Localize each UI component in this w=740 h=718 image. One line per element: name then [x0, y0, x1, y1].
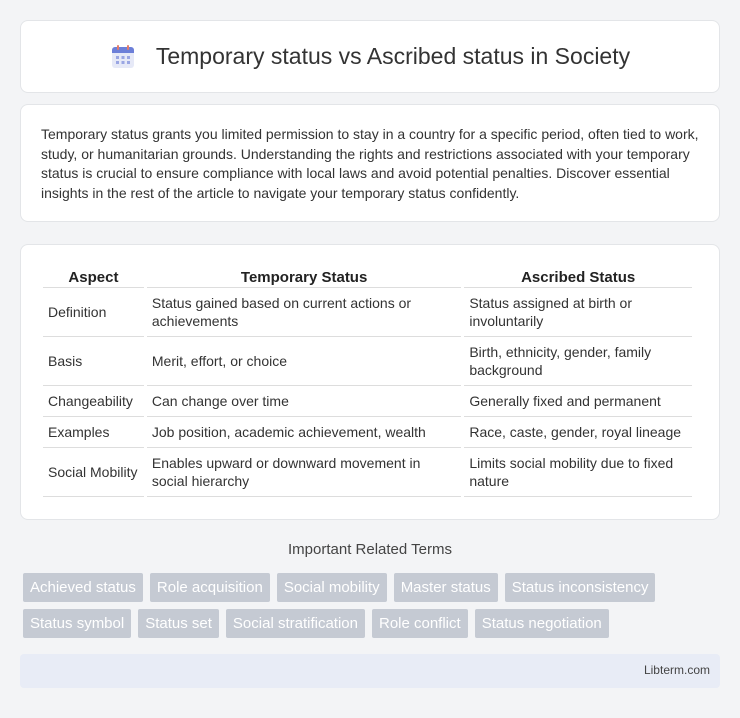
- tag-social-stratification[interactable]: Social stratification: [226, 609, 365, 638]
- table-row: [43, 337, 692, 386]
- table-row: [43, 448, 692, 497]
- calendar-icon: [110, 44, 136, 70]
- cell-ascribed: Status assigned at birth or involuntarily: [464, 288, 692, 337]
- title-card: [20, 20, 720, 93]
- comparison-table: [40, 267, 695, 497]
- cell-ascribed: Race, caste, gender, royal lineage: [464, 417, 692, 448]
- tag-social-mobility[interactable]: Social mobility: [277, 573, 387, 602]
- table-row: [43, 417, 692, 448]
- tag-role-acquisition[interactable]: Role acquisition: [150, 573, 270, 602]
- cell-aspect: Basis: [43, 337, 144, 386]
- cell-temporary: Enables upward or downward movement in social hierarchy: [147, 448, 461, 497]
- table-row: [43, 288, 692, 337]
- intro-text: Temporary status grants you limited permission to stay in a country for a specific period, often tied to work, study, or humanitarian grounds. Understanding the rights and restrictions associated with your temporary status is crucial to ensure compliance with local laws and avoid potential penalties. Discover essential insights in the rest of the article to navigate your temporary status confidently.: [41, 126, 699, 201]
- cell-aspect: Social Mobility: [43, 448, 144, 497]
- tag-status-set[interactable]: Status set: [138, 609, 219, 638]
- page-title: Temporary status vs Ascribed status in Society: [155, 43, 631, 69]
- comparison-table-card: [20, 244, 720, 520]
- cell-temporary: Status gained based on current actions or achievements: [147, 288, 461, 337]
- footer-site-link[interactable]: Libterm.com: [643, 663, 710, 677]
- tag-role-conflict[interactable]: Role conflict: [372, 609, 468, 638]
- cell-ascribed: Limits social mobility due to fixed nature: [464, 448, 692, 497]
- cell-temporary: Job position, academic achievement, wealth: [147, 417, 461, 448]
- header-aspect: Aspect: [43, 267, 144, 288]
- header-temporary: Temporary Status: [147, 267, 461, 288]
- tag-row: [23, 573, 723, 602]
- tag-status-symbol[interactable]: Status symbol: [23, 609, 131, 638]
- cell-ascribed: Birth, ethnicity, gender, family background: [464, 337, 692, 386]
- footer: [20, 654, 720, 688]
- table-row: [43, 386, 692, 417]
- tag-status-negotiation[interactable]: Status negotiation: [475, 609, 609, 638]
- cell-ascribed: Generally fixed and permanent: [464, 386, 692, 417]
- tag-master-status[interactable]: Master status: [394, 573, 498, 602]
- tag-row: [23, 609, 723, 638]
- cell-temporary: Can change over time: [147, 386, 461, 417]
- tag-achieved-status[interactable]: Achieved status: [23, 573, 143, 602]
- cell-temporary: Merit, effort, or choice: [147, 337, 461, 386]
- header-ascribed: Ascribed Status: [464, 267, 692, 288]
- cell-aspect: Examples: [43, 417, 144, 448]
- related-terms-title: Important Related Terms: [288, 541, 452, 558]
- intro-card: [20, 104, 720, 222]
- tag-status-inconsistency[interactable]: Status inconsistency: [505, 573, 656, 602]
- cell-aspect: Definition: [43, 288, 144, 337]
- related-terms: [23, 573, 723, 645]
- cell-aspect: Changeability: [43, 386, 144, 417]
